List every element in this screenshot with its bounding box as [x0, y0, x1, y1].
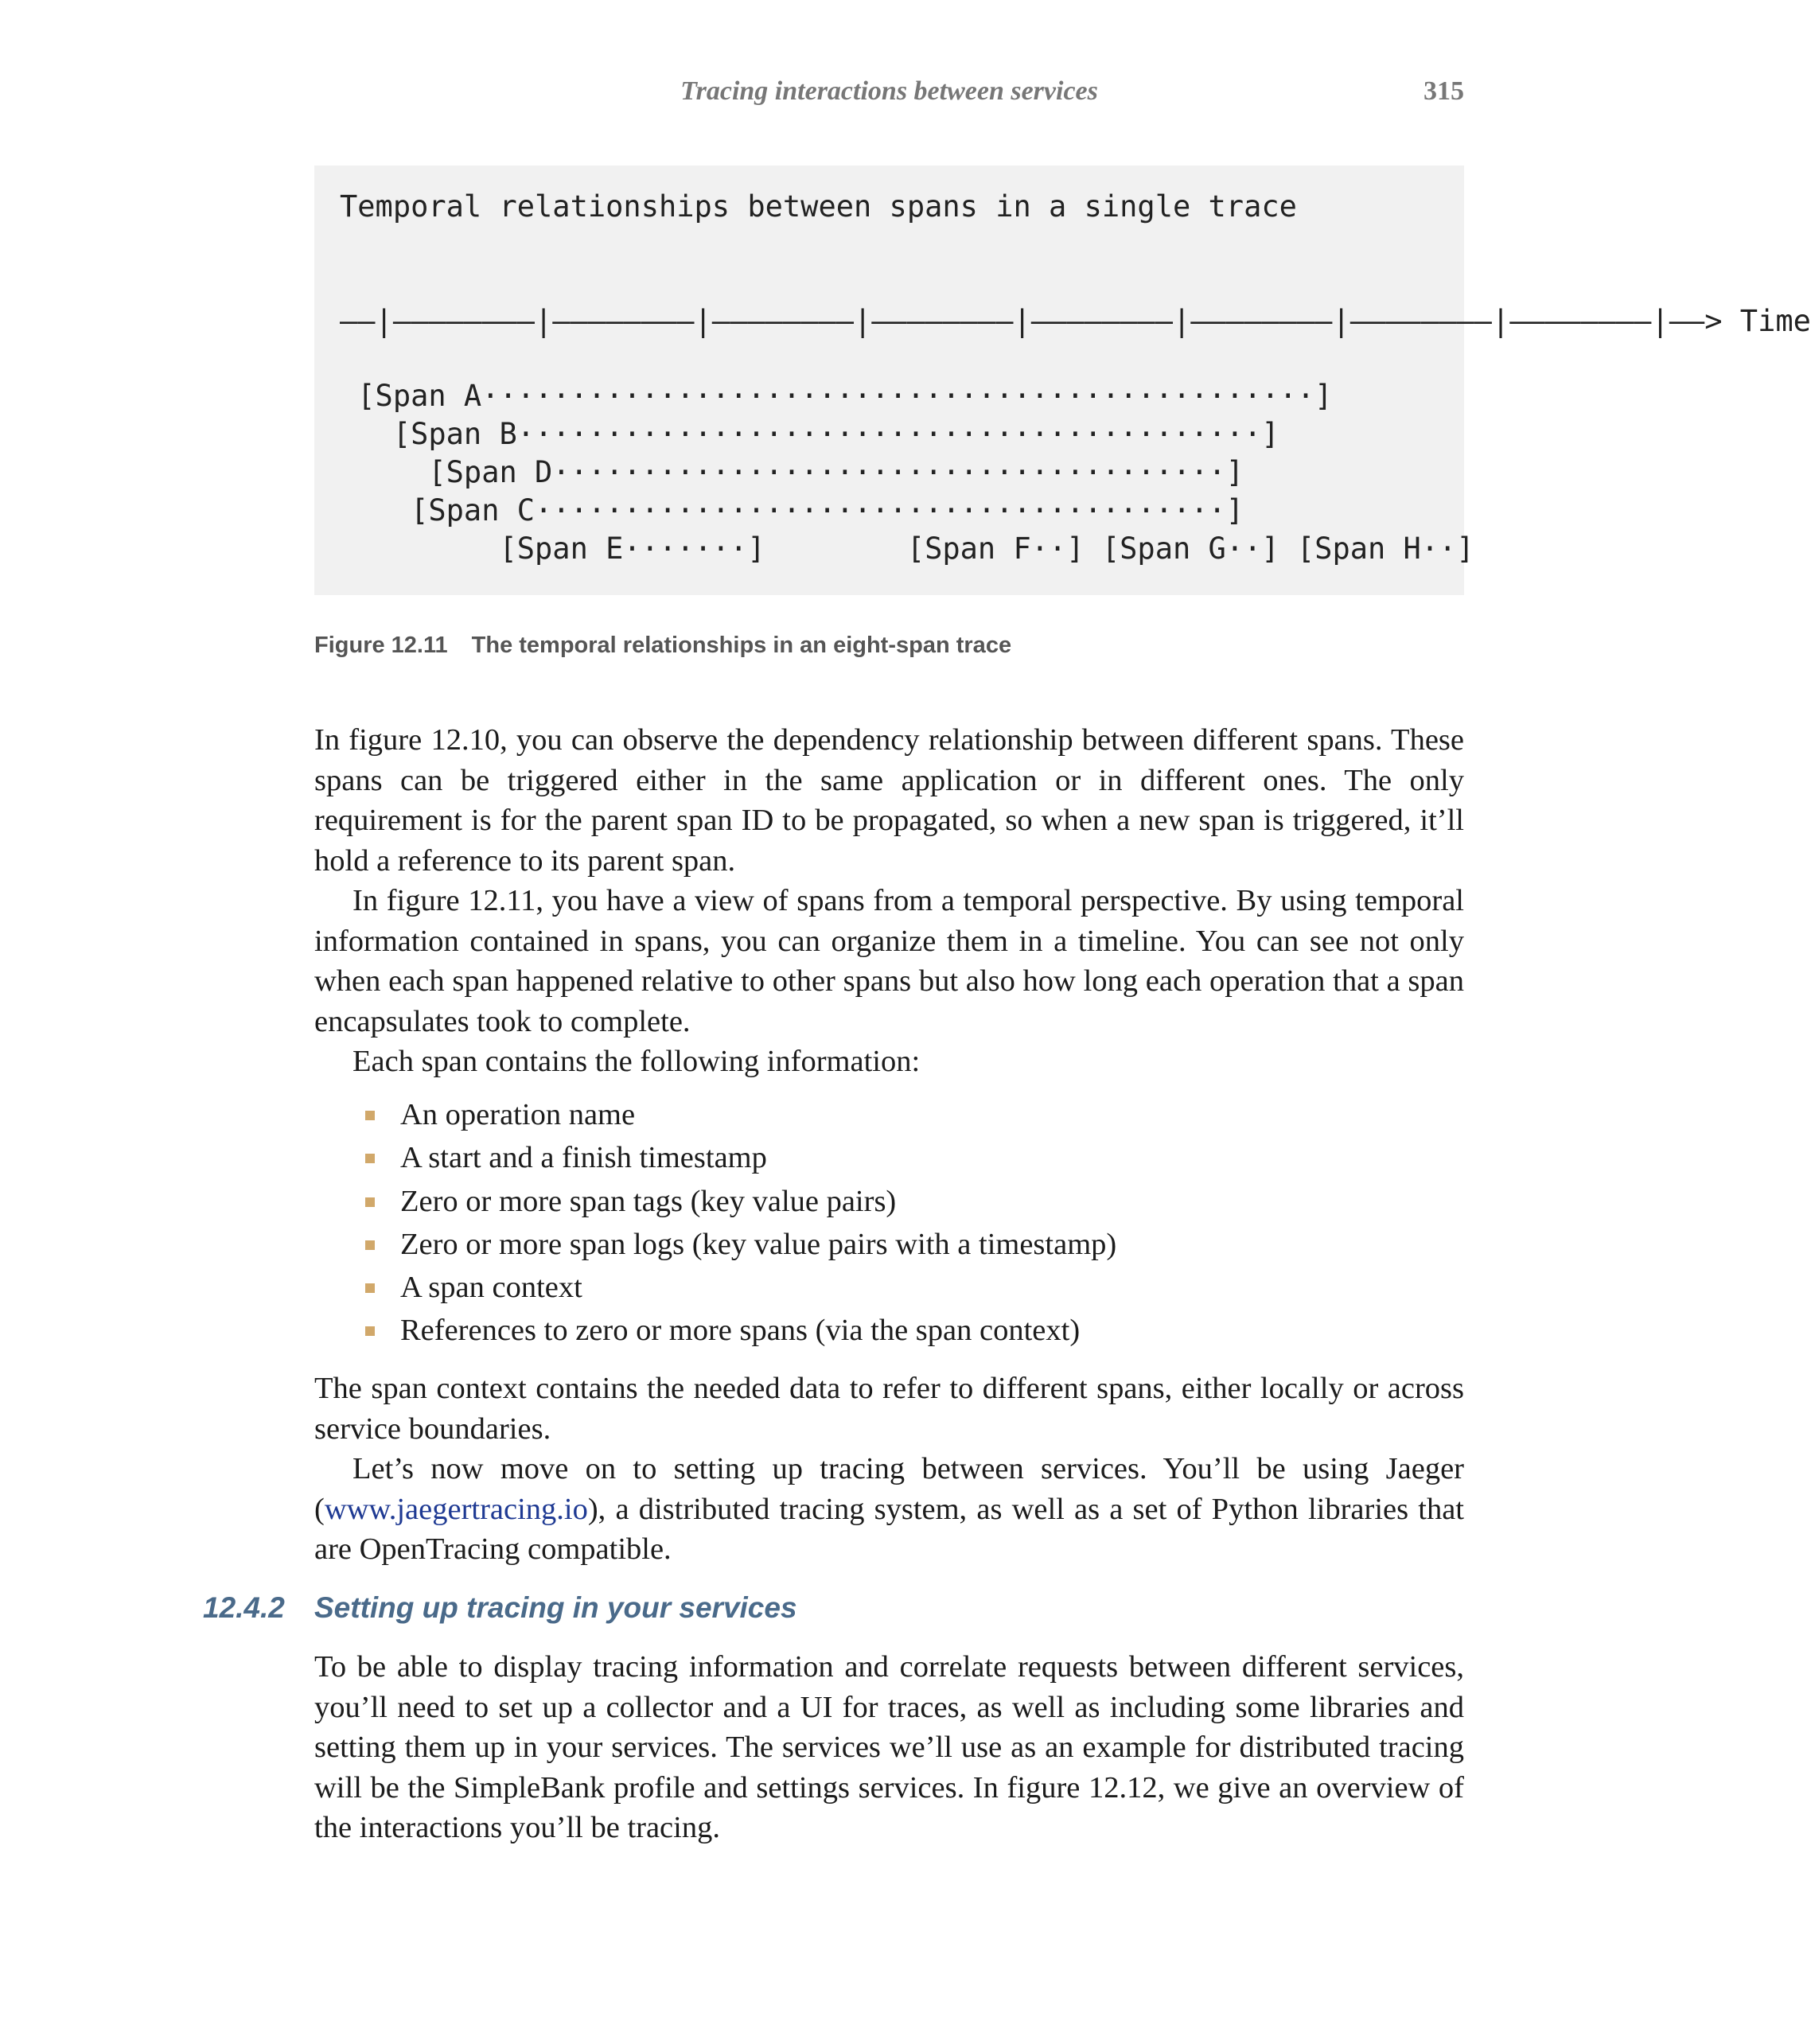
- section-heading: [203, 1591, 1476, 1625]
- page-number: 315: [1423, 76, 1464, 106]
- code-line: [Span D······································]: [340, 455, 1244, 489]
- paragraph: To be able to display tracing information and correlate requests between different services, you’ll need to set up a collector and a UI for traces, as well as including some libraries and setting them up in your services. The services we’ll use as an example for distributed tracing will be the SimpleBank profile and settings services. In figure 12.12, we give an overview of the interactions you’ll be tracing.: [314, 1650, 1464, 1844]
- list-item-text: An operation name: [400, 1098, 636, 1131]
- code-line: [Span A···············································]: [340, 379, 1333, 413]
- square-bullet-icon: [365, 1326, 375, 1336]
- paragraph-text: Let’s now move on to setting up tracing between services. You’ll be using Jaeger (: [314, 1452, 1464, 1526]
- bullet-list: [362, 1093, 1460, 1353]
- code-line: Temporal relationships between spans in a single trace: [340, 189, 1297, 224]
- figure-caption-text: The temporal relationships in an eight-span trace: [471, 633, 1012, 658]
- list-item: [362, 1266, 1460, 1309]
- jaeger-link[interactable]: www.jaegertracing.io: [324, 1492, 588, 1526]
- list-item-text: Zero or more span logs (key value pairs with a timestamp): [400, 1227, 1117, 1261]
- section-number: 12.4.2: [203, 1591, 285, 1624]
- paragraph: In figure 12.11, you have a view of spans from a temporal perspective. By using temporal information contained in spans, you can organize them in a timeline. You can see not only when each span happened relative to other spans but also how long each operation that a span encapsulates took to complete.: [314, 884, 1464, 1038]
- body-text-middle: [314, 1369, 1464, 1570]
- list-item: [362, 1309, 1460, 1352]
- section-title: Setting up tracing in your services: [314, 1591, 797, 1624]
- paragraph: Each span contains the following information:: [352, 1045, 921, 1078]
- paragraph: The span context contains the needed data to refer to different spans, either locally or across service boundaries.: [314, 1372, 1464, 1446]
- list-item: [362, 1180, 1460, 1223]
- body-text-top: [314, 720, 1464, 1082]
- square-bullet-icon: [365, 1197, 375, 1207]
- list-item-text: A start and a finish timestamp: [400, 1141, 767, 1175]
- body-text-bottom: [314, 1647, 1464, 1848]
- list-item-text: References to zero or more spans (via the span context): [400, 1314, 1081, 1348]
- paragraph: In figure 12.10, you can observe the dependency relationship between different spans. These spans can be triggered either in the same application or in different ones. The only requirement is for the parent span ID to be propagated, so when a new span is triggered, it’ll hold a reference to its parent span.: [314, 723, 1464, 878]
- square-bullet-icon: [365, 1111, 375, 1120]
- square-bullet-icon: [365, 1283, 375, 1293]
- code-line: ——|————————|————————|————————|————————|————————|————————|————————|————————|——> Time: [340, 304, 1811, 338]
- code-figure: [314, 165, 1811, 595]
- running-title: Tracing interactions between services: [680, 76, 1098, 106]
- list-item-text: A span context: [400, 1271, 582, 1305]
- list-item: [362, 1093, 1460, 1136]
- figure-caption: [314, 633, 1011, 659]
- code-line: [Span B··········································]: [340, 417, 1279, 451]
- square-bullet-icon: [365, 1154, 375, 1163]
- paragraph-text: ), a distributed tracing system, as well as a set of Python libraries that are OpenTracing compatible.: [314, 1492, 1464, 1566]
- figure-number: Figure 12.11: [314, 633, 448, 658]
- paragraph: [314, 1449, 1464, 1570]
- square-bullet-icon: [365, 1240, 375, 1250]
- list-item: [362, 1136, 1460, 1179]
- list-item-text: Zero or more span tags (key value pairs): [400, 1184, 897, 1218]
- running-head: [314, 76, 1464, 116]
- code-line: [Span C·······································]: [340, 493, 1244, 528]
- list-item: [362, 1223, 1460, 1266]
- code-line: [Span E·······] [Span F··] [Span G··] [Span H··]: [340, 531, 1474, 566]
